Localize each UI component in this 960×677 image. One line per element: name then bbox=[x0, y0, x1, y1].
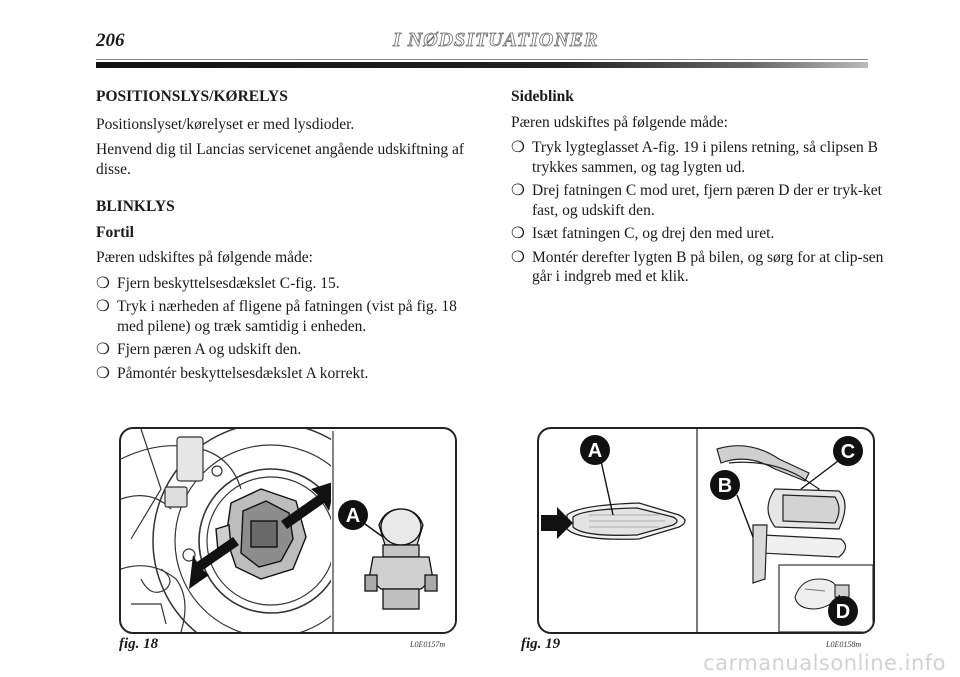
list-item-text: Fjern pæren A og udskift den. bbox=[117, 341, 302, 358]
headlamp-bulb-illustration bbox=[121, 429, 455, 632]
figure-18-code: L0E0157m bbox=[410, 640, 446, 649]
list-item bbox=[511, 224, 895, 244]
list-item bbox=[511, 248, 895, 287]
paragraph: Pæren udskiftes på følgende måde: bbox=[511, 113, 728, 131]
step-list bbox=[96, 274, 486, 384]
watermark: carmanualsonline.info bbox=[703, 651, 946, 675]
right-column bbox=[511, 87, 895, 301]
figure-19-frame bbox=[537, 427, 875, 634]
step-list bbox=[511, 138, 895, 287]
list-item bbox=[96, 274, 486, 294]
figure-18-caption: fig. 18 bbox=[119, 636, 159, 652]
bullet-icon: ❍ bbox=[511, 248, 525, 266]
label-b: B bbox=[717, 475, 733, 497]
list-item bbox=[96, 340, 486, 360]
figure-19 bbox=[537, 427, 875, 634]
list-item bbox=[96, 364, 486, 384]
paragraph: Pæren udskiftes på følgende måde: bbox=[96, 249, 313, 266]
side-indicator-illustration bbox=[539, 429, 873, 632]
list-item-text: Tryk lygteglasset A-fig. 19 i pilens retning, så clipsen B trykkes sammen, og tag lygten ud. bbox=[532, 139, 878, 176]
bullet-icon: ❍ bbox=[96, 341, 110, 358]
label-d: D bbox=[835, 601, 851, 623]
subheading-sideblink: Sideblink bbox=[511, 88, 574, 105]
left-column bbox=[96, 87, 486, 397]
page-number: 206 bbox=[96, 30, 125, 51]
bullet-icon: ❍ bbox=[96, 298, 110, 315]
bullet-icon: ❍ bbox=[96, 364, 110, 382]
section-heading-positionslys: POSITIONSLYS/KØRELYS bbox=[96, 88, 288, 105]
list-item bbox=[511, 138, 895, 177]
arrow-icon bbox=[541, 507, 573, 539]
list-item-text: Montér derefter lygten B på bilen, og sørg for at clip-sen går i indgreb med et klik. bbox=[532, 248, 884, 285]
paragraph: Positionslyset/kørelyset er med lysdioder. bbox=[96, 115, 355, 133]
label-c: C bbox=[840, 441, 856, 463]
header-rule-thin bbox=[96, 59, 868, 60]
figure-18 bbox=[119, 427, 457, 634]
list-item-text: Drej fatningen C mod uret, fjern pæren D der er tryk-ket fast, og udskift den. bbox=[532, 182, 882, 219]
bullet-icon: ❍ bbox=[511, 182, 525, 199]
bullet-icon: ❍ bbox=[511, 139, 525, 156]
list-item bbox=[96, 297, 486, 336]
section-heading-blinklys: BLINKLYS bbox=[96, 198, 175, 215]
label-a: A bbox=[587, 440, 603, 462]
bullet-icon: ❍ bbox=[511, 225, 525, 242]
figure-18-frame bbox=[119, 427, 457, 634]
list-item-text: Isæt fatningen C, og drej den med uret. bbox=[532, 225, 775, 242]
label-a: A bbox=[345, 505, 361, 527]
header-rule bbox=[96, 62, 868, 68]
list-item bbox=[511, 181, 895, 220]
list-item-text: Fjern beskyttelsesdækslet C-fig. 15. bbox=[117, 274, 340, 292]
paragraph: Henvend dig til Lancias servicenet angående udskiftning af disse. bbox=[96, 141, 464, 178]
subheading-fortil: Fortil bbox=[96, 223, 134, 241]
list-item-text: Påmontér beskyttelsesdækslet A korrekt. bbox=[117, 364, 369, 382]
running-title: I NØDSITUATIONER bbox=[393, 29, 599, 51]
figure-19-code: L0E0158m bbox=[826, 640, 862, 649]
figure-19-caption: fig. 19 bbox=[521, 636, 561, 652]
bullet-icon: ❍ bbox=[96, 274, 110, 292]
list-item-text: Tryk i nærheden af fligene på fatningen (vist på fig. 18 med pilene) og træk samtidig i enheden. bbox=[117, 298, 457, 335]
